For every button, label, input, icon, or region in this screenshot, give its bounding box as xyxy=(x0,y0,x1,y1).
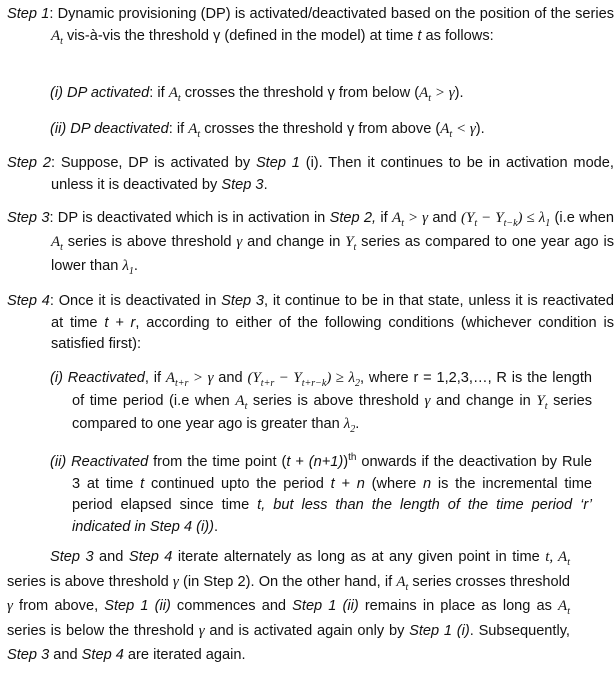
step-4-label: Step 4 xyxy=(7,293,50,309)
step-4-sub-ii: (ii) Reactivated from the time point $(t + (n+1))^{th}$ onwards if the deactivation by Rule 3 at time t continued upto the period t + n (where n is the incremental time period elapsed since time t, but less than the length of the time period ‘r’ indicated in Step 4 (i)). xyxy=(50,452,593,535)
step-2-paragraph: Step 2: Suppose, DP is activated by Step 1 (i). Then it continues to be in activation mode, unless it is deactivated by Step 3. xyxy=(7,155,614,193)
closing-paragraph: Step 3 and Step 4 iterate alternately as long as at any given point in time t, $A_t$ series is above threshold γ (in Step 2). On the other hand, if $A_t$ series crosses threshold γ from above, Step 1 (ii) commences and Step 1 (ii) remains in place as long as $A_t$ series is below the threshold γ and is activated again only by Step 1 (i). Subsequently, Step 3 and Step 4 are iterated again. xyxy=(7,549,570,663)
step-1-sub-i: (i) DP activated: if $A_t$ crosses the threshold γ from below $(A_t > \gamma)$. xyxy=(50,85,464,104)
step-1-text-a: : Dynamic provisioning (DP) is activated/deactivated based on the position of the series xyxy=(49,6,614,22)
time-t: t xyxy=(417,27,422,44)
step-1-sub-ii: (ii) DP deactivated: if $A_t$ crosses the threshold γ from above $(A_t < \gamma)$. xyxy=(50,121,485,140)
step-3-paragraph: Step 3: DP is deactivated which is in activation in Step 2, if $A_t > \gamma$ and $(Y_t - Y_{t-k}) \le \lambda_1$ (i.e when $A_t$ series is above threshold γ and change in $Y_t$ series as compared to one year ago is lower than $\lambda_1$. xyxy=(7,210,614,277)
step-4-sub-i: (i) Reactivated, if $A_{t+r} > \gamma$ and $(Y_{t+r} - Y_{t+r-k}) \ge \lambda_2$, where r = 1,2,3,…, R is the length of time period (i.e when $A_t$ series is above threshold γ and change in $Y_t$ series compared to one year ago is greater than $\lambda_2$. xyxy=(50,370,593,435)
step-1-text-c: as follows: xyxy=(421,27,494,44)
step-3-label: Step 3 xyxy=(7,210,50,226)
step-1-text-b: vis-à-vis the threshold γ (defined in the model) at time xyxy=(62,27,418,44)
step-1-label: Step 1 xyxy=(7,6,50,22)
step-1-paragraph xyxy=(7,4,614,47)
math-A-t: $A_t$ xyxy=(51,27,63,47)
step-2-label: Step 2 xyxy=(7,155,51,171)
step-4-paragraph: Step 4: Once it is deactivated in Step 3, it continue to be in that state, unless it is reactivated at time t + r, according to either of the following conditions (whichever condition is satisfied first): xyxy=(7,293,614,352)
